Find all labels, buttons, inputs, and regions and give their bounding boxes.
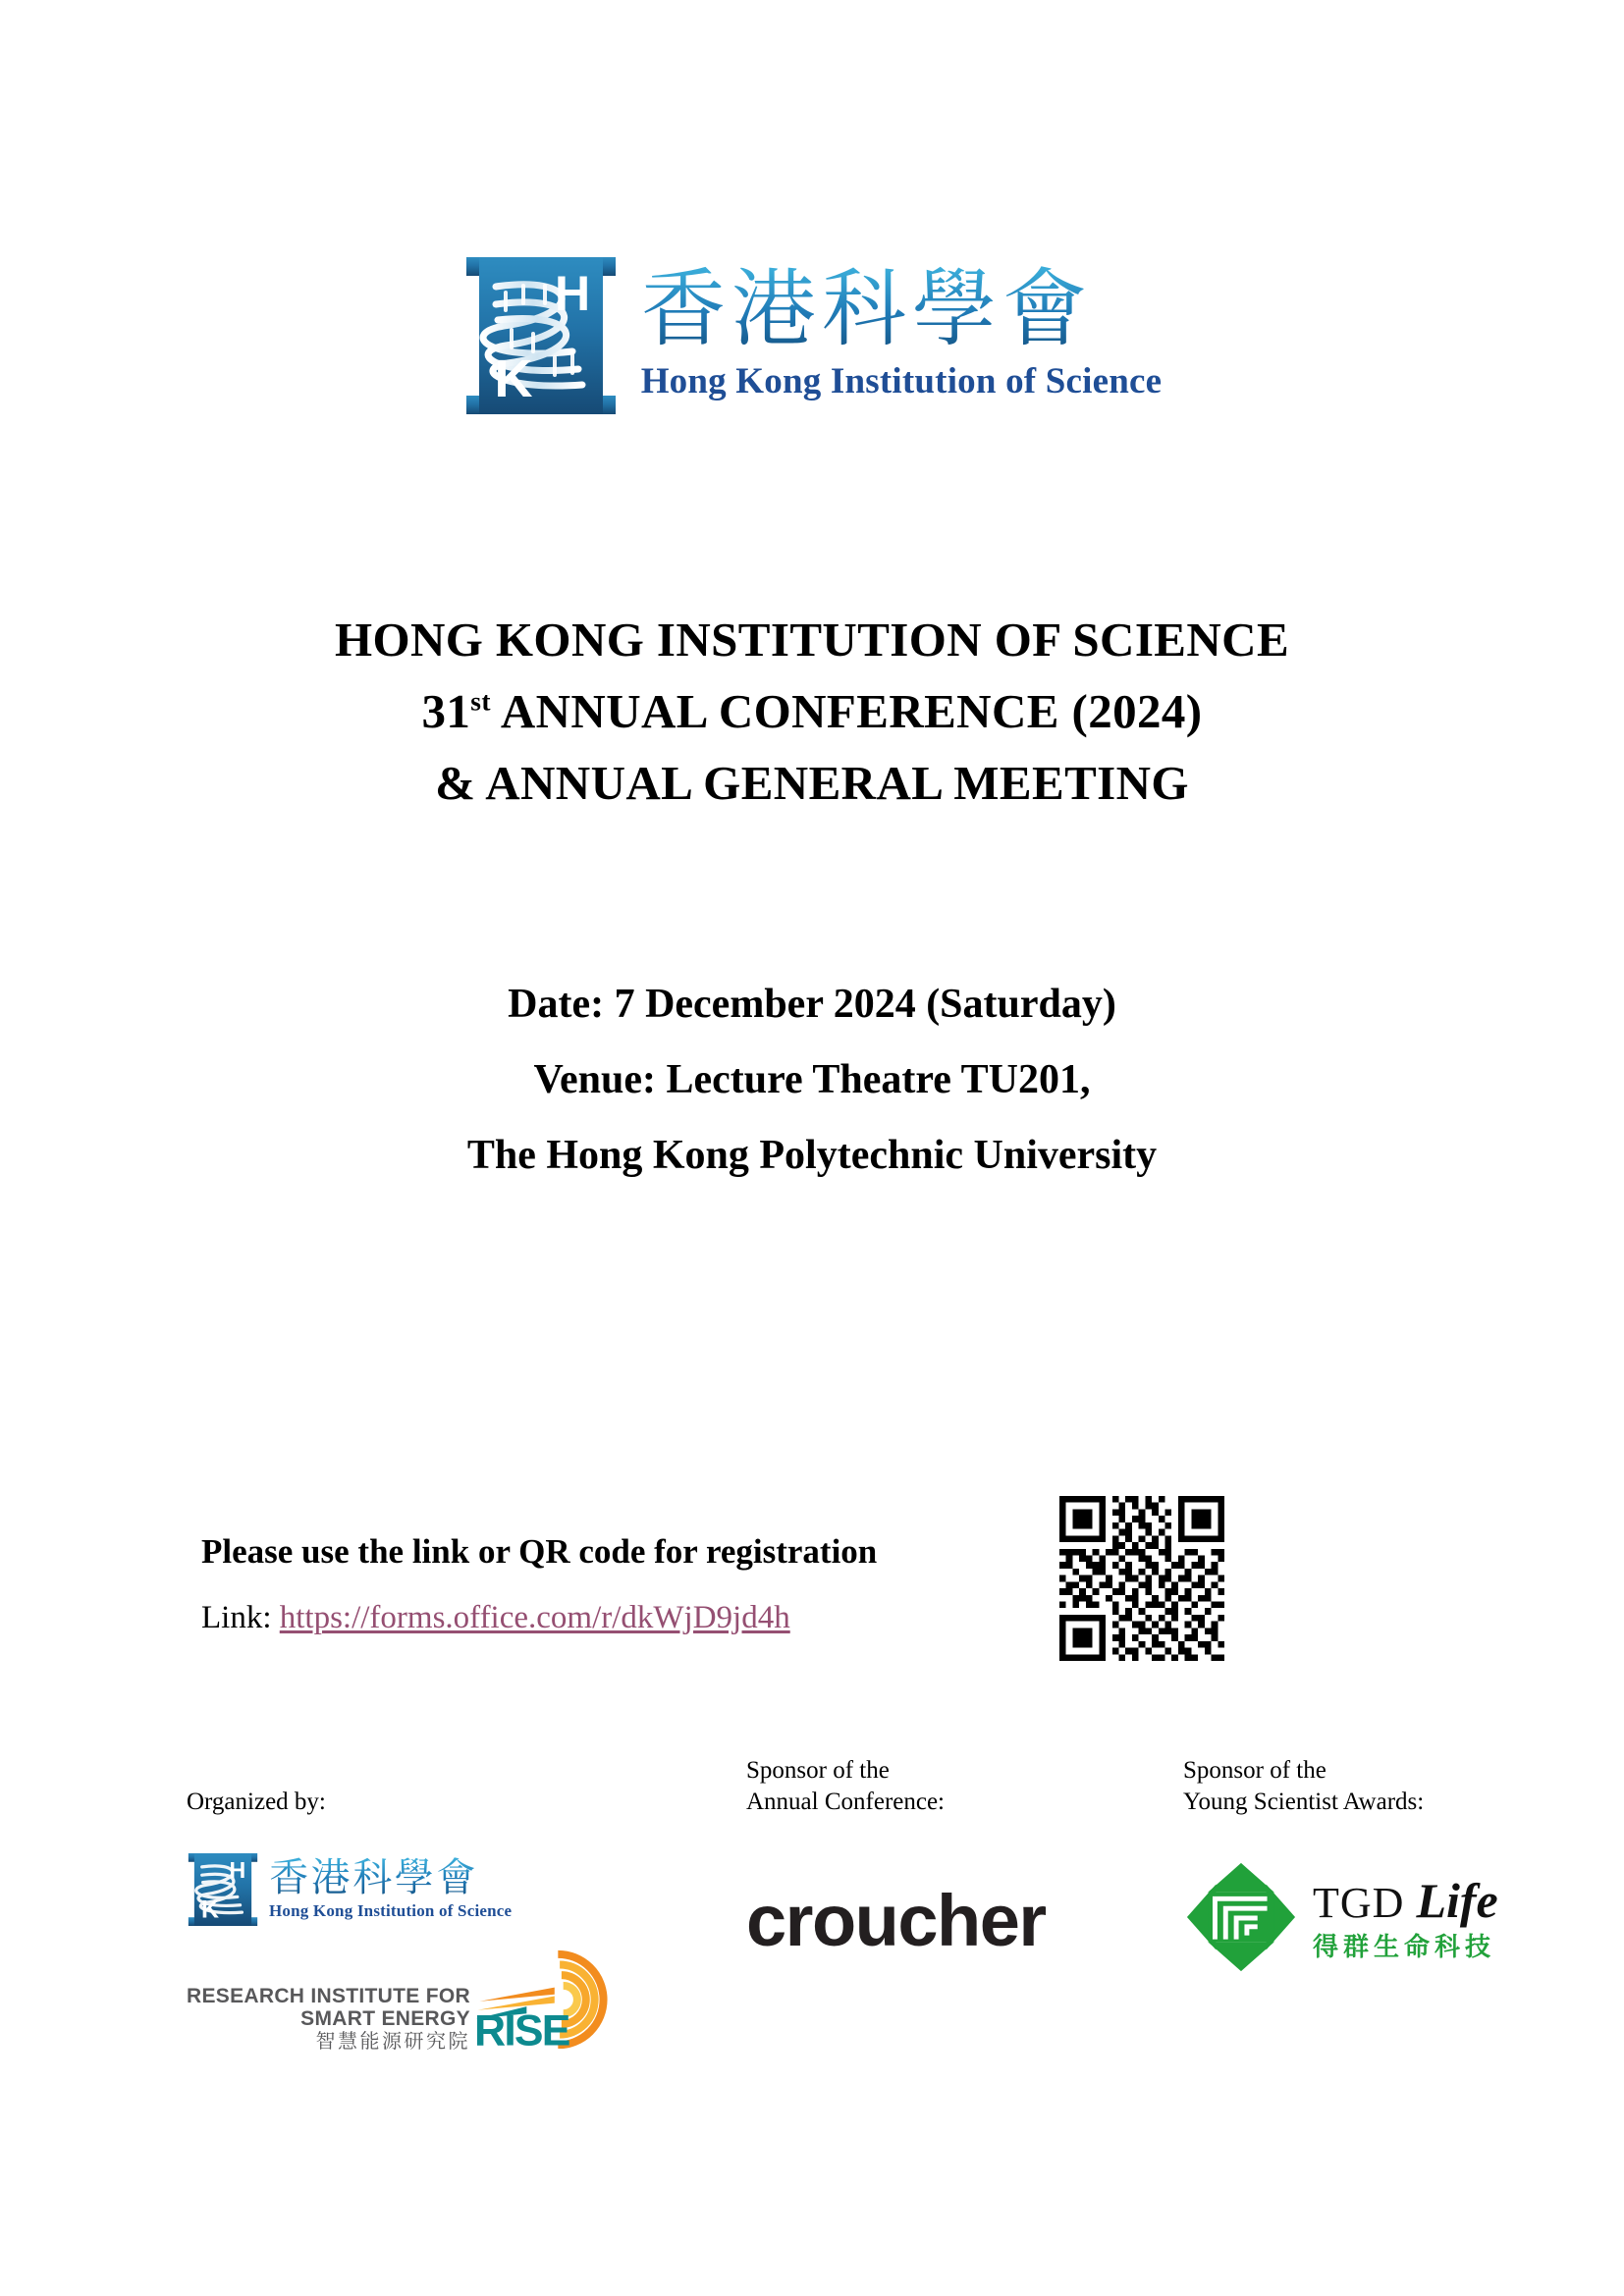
- page-title: [0, 604, 1624, 819]
- awards-sponsor-column: [1183, 1755, 1498, 1980]
- tgd-english-row: [1313, 1873, 1498, 1928]
- hkis-chinese-name-footer: [269, 1851, 512, 1900]
- title-line-2: [0, 675, 1624, 747]
- event-venue-line-2: The Hong Kong Polytechnic University: [466, 1133, 1158, 1178]
- footer-sponsors: [0, 1755, 1624, 2069]
- qr-code-registration[interactable]: [1059, 1496, 1224, 1661]
- rise-wordmark-icon: [474, 1944, 631, 2054]
- svg-text:K: K: [494, 349, 533, 408]
- registration-url-link[interactable]: https://forms.office.com/r/dkWjD9jd4h: [279, 1600, 790, 1635]
- conference-sponsor-label-line-2: Annual Conference:: [746, 1789, 946, 1815]
- organizer-label: Organized by:: [187, 1789, 326, 1815]
- hkis-logo-footer: [187, 1851, 631, 1928]
- svg-text:H: H: [554, 266, 590, 321]
- rise-chinese-name: 智慧能源研究院: [315, 2031, 470, 2053]
- tgd-text-stack: [1313, 1873, 1498, 1962]
- hkis-logo: [462, 253, 1163, 418]
- organizer-column: [187, 1755, 631, 2054]
- registration-link-row: [201, 1598, 1016, 1637]
- organizer-logos: [187, 1851, 631, 2054]
- svg-text:K: K: [201, 1896, 220, 1924]
- registration-link-label: Link:: [201, 1600, 272, 1635]
- svg-text:H: H: [229, 1856, 246, 1883]
- awards-sponsor-label-line-1: Sponsor of the: [1183, 1757, 1326, 1784]
- hkis-english-name-footer: Hong Kong Institution of Science: [269, 1901, 513, 1920]
- tgd-chinese-name: 得群生命科技: [1313, 1932, 1496, 1961]
- conference-sponsor-label-line-1: Sponsor of the: [746, 1757, 890, 1784]
- title-line-3: & ANNUAL GENERAL MEETING: [435, 756, 1189, 810]
- tgd-life-logo: [1183, 1859, 1498, 1980]
- hkis-chinese-name: [641, 253, 1163, 359]
- croucher-logo: croucher: [746, 1880, 1046, 1961]
- event-venue-line-1: Venue: Lecture Theatre TU201,: [533, 1057, 1091, 1102]
- title-line-1: HONG KONG INSTITUTION OF SCIENCE: [334, 613, 1290, 667]
- title-ordinal-number: 31: [421, 684, 471, 738]
- hkis-wordmark-footer: [269, 1851, 512, 1919]
- awards-sponsor-label-line-2: Young Scientist Awards:: [1183, 1789, 1425, 1815]
- rise-wordmark-text: RISE: [473, 2006, 569, 2049]
- header-logo: [0, 253, 1624, 418]
- hkis-english-name: Hong Kong Institution of Science: [640, 361, 1163, 401]
- hkis-chinese-glyphs: 香港科學會: [640, 260, 1093, 358]
- rise-english-line-1: RESEARCH INSTITUTE FOR: [187, 1985, 470, 2007]
- tgd-abbreviation: TGD: [1313, 1879, 1405, 1927]
- rise-text-stack: [187, 1985, 470, 2054]
- title-ordinal-suffix: st: [470, 686, 491, 717]
- hkis-wordmark: [641, 253, 1163, 400]
- event-date: Date: 7 December 2024 (Saturday): [508, 982, 1116, 1027]
- registration-heading: Please use the link or QR code for registration: [201, 1532, 878, 1571]
- svg-text:香港科學會: 香港科學會: [269, 1854, 479, 1900]
- rise-english-line-2: SMART ENERGY: [300, 2007, 470, 2030]
- conference-sponsor-column: [746, 1755, 1046, 1959]
- rise-logo: [187, 1944, 631, 2054]
- tgd-diamond-icon: [1183, 1859, 1299, 1980]
- hkis-emblem-icon: [462, 253, 620, 418]
- registration-block: [201, 1531, 1016, 1637]
- tgd-life-wordmark: Life: [1416, 1873, 1498, 1928]
- event-details: [0, 967, 1624, 1194]
- title-conference-text: ANNUAL CONFERENCE (2024): [490, 684, 1203, 738]
- hkis-emblem-icon-footer: [187, 1851, 259, 1928]
